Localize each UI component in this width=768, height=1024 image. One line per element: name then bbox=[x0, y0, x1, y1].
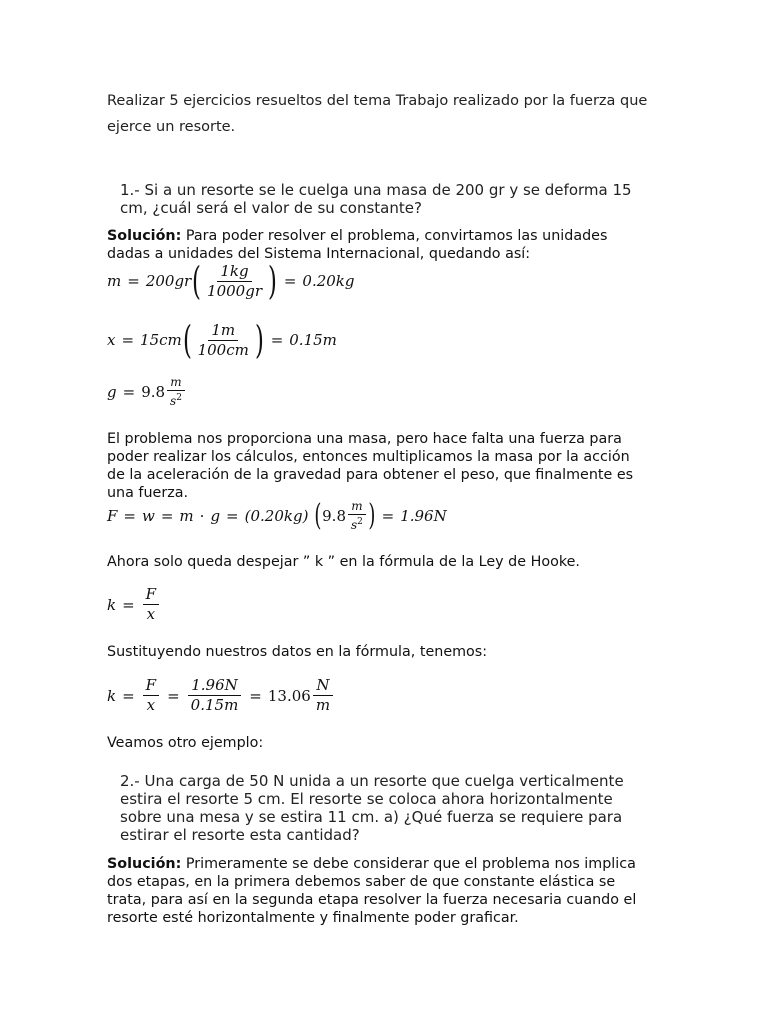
eq-f-lhs: F bbox=[107, 507, 118, 525]
eq-x-equals-2: = bbox=[270, 331, 284, 349]
eq-f-mass: (0.20kg) bbox=[244, 507, 309, 525]
eq-g-unit-den-base: s bbox=[170, 394, 177, 408]
eq-x-equals: = bbox=[121, 331, 135, 349]
eq-f-w: w bbox=[142, 507, 155, 525]
eq-g-value: 9.8 bbox=[141, 383, 166, 401]
eq-f-equals: = bbox=[123, 507, 136, 525]
eq-f-m: m bbox=[179, 507, 194, 525]
equation-gravity bbox=[107, 376, 187, 408]
eq-m-result: 0.20kg bbox=[302, 272, 355, 290]
eq-k2-equals-3: = bbox=[249, 686, 262, 705]
eq-m-left-paren: ( bbox=[192, 259, 202, 303]
eq-g-unit-den-exp: 2 bbox=[176, 393, 182, 403]
eq-g-unit-denominator bbox=[167, 391, 185, 408]
eq-k1-denominator: x bbox=[146, 605, 156, 623]
eq-x-denominator: 100cm bbox=[197, 340, 249, 359]
eq-g-unit-fraction bbox=[167, 376, 185, 408]
equation-spring-constant bbox=[107, 677, 335, 714]
equation-force bbox=[107, 500, 447, 532]
eq-f-equals-3: = bbox=[226, 507, 239, 525]
hooke-law-paragraph: Ahora solo queda despejar ” k ” en la fórmula de la Ley de Hooke. bbox=[107, 554, 580, 570]
eq-m-value: 200gr bbox=[145, 272, 192, 290]
eq-f-unit-denominator bbox=[348, 515, 366, 532]
eq-f-unit-den-exp: 2 bbox=[357, 517, 363, 527]
eq-x-left-paren: ( bbox=[182, 318, 192, 362]
eq-k2-denominator-2: 0.15m bbox=[190, 696, 239, 714]
solution-2-paragraph bbox=[107, 855, 652, 927]
eq-m-equals: = bbox=[127, 272, 140, 290]
equation-length-conversion bbox=[107, 318, 337, 362]
eq-k2-unit-numerator: N bbox=[313, 677, 332, 696]
eq-k2-equals-2: = bbox=[167, 686, 180, 705]
eq-f-unit-den-base: s bbox=[351, 518, 358, 532]
eq-f-unit-fraction bbox=[348, 500, 366, 532]
eq-k1-numerator: F bbox=[143, 586, 159, 605]
eq-m-denominator: 1000gr bbox=[207, 281, 262, 300]
solution-1-paragraph bbox=[107, 227, 652, 263]
assignment-intro: Realizar 5 ejercicios resueltos del tema Trabajo realizado por la fuerza que ejerce un resorte. bbox=[107, 93, 648, 135]
eq-k2-numerator-2: 1.96N bbox=[188, 677, 241, 696]
solution-1-text: Para poder resolver el problema, convirtamos las unidades dadas a unidades del Sistema Internacional, quedando así: bbox=[107, 228, 608, 262]
eq-f-left-paren: ( bbox=[314, 498, 322, 533]
eq-x-lhs: x bbox=[107, 331, 116, 349]
eq-k2-denominator-1: x bbox=[146, 696, 156, 714]
solution-2-text: Primeramente se debe considerar que el problema nos implica dos etapas, en la primera debemos saber de que constante elástica se trata, para así en la segunda etapa resolver la fuerza necesaria cuando el resorte esté horizontalmente y finalmente poder graficar. bbox=[107, 856, 637, 926]
eq-f-gravity-value: 9.8 bbox=[322, 507, 346, 525]
eq-k2-unit-fraction bbox=[313, 677, 333, 714]
eq-k2-numerator-1: F bbox=[143, 677, 159, 696]
eq-x-value: 15cm bbox=[140, 331, 182, 349]
solution-label: Solución: bbox=[107, 228, 182, 244]
eq-k1-fraction bbox=[143, 586, 159, 623]
next-example-paragraph: Veamos otro ejemplo: bbox=[107, 735, 264, 751]
eq-x-numerator: 1m bbox=[208, 322, 238, 341]
eq-k2-equals: = bbox=[122, 686, 135, 705]
eq-x-fraction bbox=[195, 322, 252, 359]
eq-g-lhs: g bbox=[107, 383, 117, 401]
weight-explanation-paragraph: El problema nos proporciona una masa, pero hace falta una fuerza para poder realizar los cálculos, entonces multiplicamos la masa por la acción de la aceleración de la gravedad para obtener el peso, que finalmente es una fuerza. bbox=[107, 431, 634, 501]
eq-x-right-paren: ) bbox=[254, 318, 264, 362]
eq-m-numerator: 1kg bbox=[217, 263, 251, 282]
eq-m-fraction bbox=[204, 263, 265, 300]
eq-x-result: 0.15m bbox=[289, 331, 337, 349]
eq-g-equals: = bbox=[122, 383, 136, 401]
eq-f-equals-2: = bbox=[160, 507, 174, 525]
solution-label-2: Solución: bbox=[107, 856, 182, 872]
eq-k2-fraction-2 bbox=[188, 677, 242, 714]
eq-k2-result: 13.06 bbox=[267, 686, 311, 705]
eq-f-right-paren: ) bbox=[368, 498, 376, 533]
equation-hooke-law bbox=[107, 586, 161, 623]
eq-f-equals-4: = bbox=[381, 507, 395, 525]
eq-f-result: 1.96N bbox=[400, 507, 447, 525]
eq-f-dot: · bbox=[199, 507, 205, 525]
eq-k2-fraction-1 bbox=[143, 677, 159, 714]
eq-f-unit-numerator: m bbox=[348, 500, 365, 515]
eq-k1-equals: = bbox=[122, 595, 135, 614]
eq-k2-unit-denominator: m bbox=[315, 696, 331, 714]
eq-m-lhs: m bbox=[107, 272, 122, 290]
equation-mass-conversion bbox=[107, 259, 355, 303]
substitution-paragraph: Sustituyendo nuestros datos en la fórmula, tenemos: bbox=[107, 644, 488, 660]
eq-g-unit-numerator: m bbox=[167, 376, 184, 391]
exercise-1-statement: 1.- Si a un resorte se le cuelga una masa de 200 gr y se deforma 15 cm, ¿cuál será el valor de su constante? bbox=[120, 181, 632, 217]
eq-f-g: g bbox=[210, 507, 221, 525]
eq-m-right-paren: ) bbox=[267, 259, 277, 303]
eq-k1-lhs: k bbox=[107, 595, 117, 614]
eq-m-equals-2: = bbox=[283, 272, 297, 290]
eq-k2-lhs: k bbox=[107, 686, 117, 705]
exercise-2-statement: 2.- Una carga de 50 N unida a un resorte que cuelga verticalmente estira el resorte 5 cm. El resorte se coloca ahora horizontalmente sobre una mesa y se estira 11 cm. a) ¿Qué fuerza se requiere para estirar el resorte esta cantidad? bbox=[120, 772, 624, 844]
